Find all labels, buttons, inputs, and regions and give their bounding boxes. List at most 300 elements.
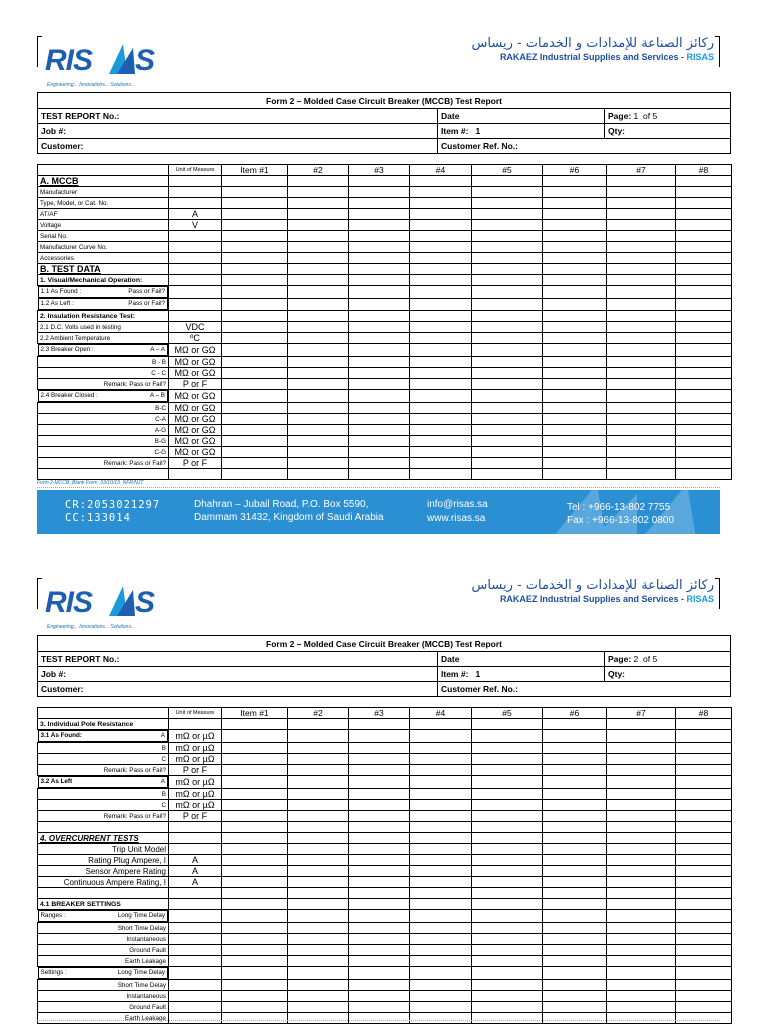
item-value-cell[interactable] (222, 220, 288, 231)
item-value-cell[interactable] (472, 425, 543, 436)
item-value-cell[interactable] (472, 855, 543, 866)
item-value-cell[interactable] (676, 220, 732, 231)
item-value-cell[interactable] (349, 910, 410, 923)
item-value-cell[interactable] (543, 357, 607, 368)
item-value-cell[interactable] (543, 1002, 607, 1013)
item-value-cell[interactable] (472, 899, 543, 910)
item-value-cell[interactable] (607, 311, 676, 322)
item-value-cell[interactable] (410, 719, 472, 730)
item-value-cell[interactable] (349, 209, 410, 220)
item-value-cell[interactable] (543, 719, 607, 730)
item-value-cell[interactable] (222, 1013, 288, 1024)
item-value-cell[interactable] (222, 458, 288, 469)
job-field[interactable]: Job #: (38, 124, 438, 139)
item-value-cell[interactable] (222, 866, 288, 877)
item-value-cell[interactable] (288, 390, 349, 403)
item-value-cell[interactable] (472, 800, 543, 811)
item-value-cell[interactable] (222, 967, 288, 980)
item-value-cell[interactable] (410, 899, 472, 910)
item-value-cell[interactable] (472, 286, 543, 299)
item-value-cell[interactable] (349, 220, 410, 231)
item-value-cell[interactable] (607, 866, 676, 877)
date-field[interactable]: Date (438, 652, 605, 667)
item-value-cell[interactable] (607, 425, 676, 436)
item-value-cell[interactable] (349, 298, 410, 311)
item-value-cell[interactable] (288, 198, 349, 209)
item-value-cell[interactable] (288, 469, 349, 480)
item-value-cell[interactable] (288, 844, 349, 855)
item-value-cell[interactable] (288, 231, 349, 242)
item-value-cell[interactable] (288, 877, 349, 888)
item-value-cell[interactable] (607, 286, 676, 299)
item-value-cell[interactable] (288, 945, 349, 956)
item-value-cell[interactable] (288, 866, 349, 877)
item-value-cell[interactable] (222, 923, 288, 934)
date-field[interactable]: Date (438, 109, 605, 124)
item-value-cell[interactable] (410, 368, 472, 379)
item-value-cell[interactable] (410, 458, 472, 469)
item-value-cell[interactable] (472, 390, 543, 403)
item-value-cell[interactable] (472, 956, 543, 967)
item-value-cell[interactable] (222, 855, 288, 866)
item-value-cell[interactable] (222, 286, 288, 299)
item-value-cell[interactable] (607, 967, 676, 980)
item-value-cell[interactable] (607, 176, 676, 187)
item-value-cell[interactable] (410, 447, 472, 458)
item-value-cell[interactable] (676, 458, 732, 469)
item-value-cell[interactable] (607, 253, 676, 264)
item-value-cell[interactable] (543, 899, 607, 910)
item-value-cell[interactable] (288, 811, 349, 822)
item-value-cell[interactable] (288, 436, 349, 447)
item-value-cell[interactable] (222, 264, 288, 275)
item-value-cell[interactable] (472, 789, 543, 800)
item-value-cell[interactable] (288, 719, 349, 730)
item-value-cell[interactable] (676, 934, 732, 945)
item-value-cell[interactable] (472, 187, 543, 198)
item-value-cell[interactable] (222, 198, 288, 209)
item-value-cell[interactable] (543, 333, 607, 344)
item-value-cell[interactable] (607, 368, 676, 379)
item-value-cell[interactable] (349, 425, 410, 436)
item-value-cell[interactable] (288, 264, 349, 275)
item-value-cell[interactable] (222, 357, 288, 368)
item-value-cell[interactable] (543, 379, 607, 390)
item-value-cell[interactable] (222, 899, 288, 910)
item-value-cell[interactable] (288, 379, 349, 390)
item-value-cell[interactable] (472, 253, 543, 264)
item-value-cell[interactable] (349, 866, 410, 877)
item-value-cell[interactable] (607, 811, 676, 822)
item-value-cell[interactable] (410, 923, 472, 934)
item-value-cell[interactable] (410, 1013, 472, 1024)
item-value-cell[interactable] (472, 945, 543, 956)
item-value-cell[interactable] (472, 1002, 543, 1013)
item-value-cell[interactable] (222, 322, 288, 333)
item-value-cell[interactable] (543, 800, 607, 811)
item-value-cell[interactable] (607, 357, 676, 368)
item-field[interactable]: Item #: 1 (438, 124, 605, 139)
item-value-cell[interactable] (222, 945, 288, 956)
item-value-cell[interactable] (349, 458, 410, 469)
item-value-cell[interactable] (410, 822, 472, 833)
item-value-cell[interactable] (607, 754, 676, 765)
item-value-cell[interactable] (472, 198, 543, 209)
item-value-cell[interactable] (410, 390, 472, 403)
item-value-cell[interactable] (472, 176, 543, 187)
item-value-cell[interactable] (543, 187, 607, 198)
item-value-cell[interactable] (607, 447, 676, 458)
item-value-cell[interactable] (472, 447, 543, 458)
item-value-cell[interactable] (676, 344, 732, 357)
item-value-cell[interactable] (676, 991, 732, 1002)
item-value-cell[interactable] (349, 1013, 410, 1024)
item-value-cell[interactable] (410, 209, 472, 220)
item-value-cell[interactable] (607, 776, 676, 789)
item-value-cell[interactable] (410, 436, 472, 447)
item-value-cell[interactable] (349, 379, 410, 390)
item-value-cell[interactable] (472, 866, 543, 877)
item-value-cell[interactable] (288, 357, 349, 368)
item-value-cell[interactable] (676, 844, 732, 855)
item-value-cell[interactable] (410, 980, 472, 991)
item-value-cell[interactable] (222, 910, 288, 923)
item-value-cell[interactable] (349, 368, 410, 379)
item-value-cell[interactable] (543, 220, 607, 231)
item-value-cell[interactable] (472, 991, 543, 1002)
item-value-cell[interactable] (288, 1002, 349, 1013)
item-value-cell[interactable] (676, 275, 732, 286)
item-value-cell[interactable] (410, 403, 472, 414)
item-value-cell[interactable] (676, 822, 732, 833)
item-value-cell[interactable] (607, 333, 676, 344)
item-value-cell[interactable] (676, 322, 732, 333)
item-value-cell[interactable] (676, 469, 732, 480)
item-value-cell[interactable] (288, 833, 349, 844)
item-value-cell[interactable] (349, 436, 410, 447)
item-value-cell[interactable] (676, 298, 732, 311)
item-value-cell[interactable] (472, 934, 543, 945)
item-value-cell[interactable] (543, 789, 607, 800)
item-value-cell[interactable] (607, 414, 676, 425)
item-value-cell[interactable] (607, 242, 676, 253)
item-value-cell[interactable] (543, 176, 607, 187)
item-value-cell[interactable] (543, 844, 607, 855)
item-value-cell[interactable] (222, 414, 288, 425)
item-value-cell[interactable] (543, 855, 607, 866)
item-value-cell[interactable] (222, 298, 288, 311)
item-value-cell[interactable] (222, 242, 288, 253)
item-value-cell[interactable] (472, 209, 543, 220)
item-value-cell[interactable] (349, 991, 410, 1002)
item-value-cell[interactable] (676, 253, 732, 264)
item-value-cell[interactable] (410, 833, 472, 844)
item-value-cell[interactable] (676, 264, 732, 275)
item-value-cell[interactable] (349, 934, 410, 945)
item-value-cell[interactable] (288, 888, 349, 899)
item-value-cell[interactable] (349, 743, 410, 754)
item-value-cell[interactable] (607, 956, 676, 967)
item-value-cell[interactable] (288, 956, 349, 967)
item-value-cell[interactable] (349, 877, 410, 888)
item-value-cell[interactable] (349, 776, 410, 789)
item-value-cell[interactable] (349, 187, 410, 198)
item-value-cell[interactable] (288, 899, 349, 910)
item-value-cell[interactable] (543, 231, 607, 242)
item-value-cell[interactable] (222, 1002, 288, 1013)
item-value-cell[interactable] (543, 822, 607, 833)
item-value-cell[interactable] (349, 286, 410, 299)
item-value-cell[interactable] (472, 220, 543, 231)
item-value-cell[interactable] (543, 877, 607, 888)
item-value-cell[interactable] (543, 991, 607, 1002)
item-value-cell[interactable] (472, 322, 543, 333)
test-report-no-field[interactable]: TEST REPORT No.: (38, 652, 438, 667)
item-value-cell[interactable] (472, 811, 543, 822)
item-value-cell[interactable] (676, 789, 732, 800)
item-value-cell[interactable] (222, 253, 288, 264)
item-value-cell[interactable] (222, 469, 288, 480)
item-value-cell[interactable] (676, 765, 732, 776)
item-value-cell[interactable] (288, 322, 349, 333)
item-value-cell[interactable] (676, 209, 732, 220)
item-value-cell[interactable] (607, 923, 676, 934)
item-value-cell[interactable] (288, 822, 349, 833)
item-value-cell[interactable] (676, 923, 732, 934)
item-value-cell[interactable] (410, 311, 472, 322)
item-value-cell[interactable] (472, 822, 543, 833)
item-value-cell[interactable] (349, 390, 410, 403)
item-value-cell[interactable] (472, 379, 543, 390)
item-value-cell[interactable] (222, 754, 288, 765)
customer-ref-field[interactable]: Customer Ref. No.: (438, 682, 731, 697)
item-value-cell[interactable] (410, 231, 472, 242)
item-value-cell[interactable] (472, 311, 543, 322)
item-value-cell[interactable] (676, 242, 732, 253)
item-value-cell[interactable] (288, 344, 349, 357)
item-value-cell[interactable] (472, 403, 543, 414)
item-value-cell[interactable] (607, 458, 676, 469)
item-value-cell[interactable] (222, 311, 288, 322)
item-value-cell[interactable] (472, 877, 543, 888)
item-value-cell[interactable] (222, 379, 288, 390)
item-value-cell[interactable] (349, 833, 410, 844)
item-value-cell[interactable] (543, 198, 607, 209)
item-value-cell[interactable] (349, 403, 410, 414)
item-value-cell[interactable] (472, 333, 543, 344)
item-value-cell[interactable] (543, 765, 607, 776)
item-value-cell[interactable] (410, 866, 472, 877)
item-value-cell[interactable] (349, 176, 410, 187)
item-value-cell[interactable] (676, 403, 732, 414)
item-value-cell[interactable] (349, 855, 410, 866)
item-value-cell[interactable] (543, 264, 607, 275)
item-value-cell[interactable] (676, 414, 732, 425)
item-value-cell[interactable] (607, 275, 676, 286)
item-value-cell[interactable] (349, 765, 410, 776)
item-value-cell[interactable] (349, 967, 410, 980)
item-value-cell[interactable] (410, 765, 472, 776)
item-value-cell[interactable] (222, 800, 288, 811)
item-value-cell[interactable] (349, 357, 410, 368)
item-value-cell[interactable] (288, 220, 349, 231)
item-value-cell[interactable] (607, 403, 676, 414)
item-value-cell[interactable] (676, 176, 732, 187)
item-value-cell[interactable] (543, 275, 607, 286)
item-value-cell[interactable] (676, 910, 732, 923)
item-value-cell[interactable] (676, 800, 732, 811)
item-value-cell[interactable] (288, 754, 349, 765)
item-value-cell[interactable] (410, 776, 472, 789)
item-value-cell[interactable] (607, 833, 676, 844)
item-value-cell[interactable] (543, 414, 607, 425)
item-value-cell[interactable] (543, 956, 607, 967)
item-value-cell[interactable] (410, 198, 472, 209)
item-value-cell[interactable] (410, 379, 472, 390)
item-value-cell[interactable] (607, 844, 676, 855)
item-value-cell[interactable] (472, 368, 543, 379)
item-value-cell[interactable] (349, 414, 410, 425)
item-value-cell[interactable] (676, 877, 732, 888)
item-value-cell[interactable] (349, 311, 410, 322)
item-value-cell[interactable] (288, 414, 349, 425)
item-value-cell[interactable] (349, 956, 410, 967)
item-value-cell[interactable] (607, 379, 676, 390)
item-value-cell[interactable] (288, 967, 349, 980)
item-value-cell[interactable] (676, 776, 732, 789)
item-value-cell[interactable] (410, 322, 472, 333)
item-value-cell[interactable] (543, 368, 607, 379)
item-value-cell[interactable] (349, 253, 410, 264)
item-value-cell[interactable] (607, 1002, 676, 1013)
item-value-cell[interactable] (410, 264, 472, 275)
item-value-cell[interactable] (607, 934, 676, 945)
item-value-cell[interactable] (222, 888, 288, 899)
item-value-cell[interactable] (543, 298, 607, 311)
item-value-cell[interactable] (676, 357, 732, 368)
item-value-cell[interactable] (607, 264, 676, 275)
item-value-cell[interactable] (607, 209, 676, 220)
item-value-cell[interactable] (472, 833, 543, 844)
item-value-cell[interactable] (543, 1013, 607, 1024)
item-value-cell[interactable] (349, 198, 410, 209)
item-value-cell[interactable] (607, 469, 676, 480)
item-value-cell[interactable] (543, 458, 607, 469)
item-value-cell[interactable] (410, 888, 472, 899)
item-value-cell[interactable] (607, 298, 676, 311)
item-value-cell[interactable] (472, 844, 543, 855)
item-value-cell[interactable] (410, 743, 472, 754)
item-value-cell[interactable] (607, 198, 676, 209)
item-value-cell[interactable] (410, 877, 472, 888)
item-value-cell[interactable] (543, 311, 607, 322)
item-value-cell[interactable] (607, 910, 676, 923)
item-value-cell[interactable] (607, 765, 676, 776)
item-value-cell[interactable] (543, 910, 607, 923)
item-value-cell[interactable] (222, 403, 288, 414)
item-value-cell[interactable] (676, 833, 732, 844)
item-value-cell[interactable] (676, 390, 732, 403)
item-value-cell[interactable] (607, 855, 676, 866)
item-value-cell[interactable] (288, 447, 349, 458)
item-value-cell[interactable] (607, 322, 676, 333)
item-value-cell[interactable] (288, 789, 349, 800)
item-value-cell[interactable] (222, 368, 288, 379)
item-value-cell[interactable] (222, 231, 288, 242)
item-value-cell[interactable] (543, 253, 607, 264)
item-value-cell[interactable] (349, 822, 410, 833)
item-value-cell[interactable] (349, 1002, 410, 1013)
item-value-cell[interactable] (543, 286, 607, 299)
item-value-cell[interactable] (676, 1002, 732, 1013)
item-value-cell[interactable] (410, 811, 472, 822)
item-value-cell[interactable] (607, 344, 676, 357)
item-value-cell[interactable] (222, 811, 288, 822)
item-value-cell[interactable] (222, 719, 288, 730)
item-value-cell[interactable] (472, 436, 543, 447)
item-value-cell[interactable] (410, 333, 472, 344)
item-value-cell[interactable] (349, 242, 410, 253)
item-value-cell[interactable] (472, 910, 543, 923)
item-value-cell[interactable] (607, 719, 676, 730)
item-value-cell[interactable] (543, 923, 607, 934)
item-value-cell[interactable] (288, 923, 349, 934)
item-value-cell[interactable] (349, 888, 410, 899)
item-value-cell[interactable] (607, 991, 676, 1002)
item-value-cell[interactable] (543, 888, 607, 899)
item-value-cell[interactable] (288, 368, 349, 379)
item-value-cell[interactable] (607, 822, 676, 833)
item-value-cell[interactable] (349, 923, 410, 934)
item-value-cell[interactable] (607, 231, 676, 242)
item-value-cell[interactable] (543, 866, 607, 877)
item-value-cell[interactable] (349, 811, 410, 822)
item-value-cell[interactable] (288, 730, 349, 743)
test-report-no-field[interactable]: TEST REPORT No.: (38, 109, 438, 124)
item-value-cell[interactable] (543, 980, 607, 991)
item-value-cell[interactable] (676, 311, 732, 322)
item-value-cell[interactable] (410, 800, 472, 811)
item-value-cell[interactable] (676, 719, 732, 730)
item-value-cell[interactable] (472, 754, 543, 765)
item-value-cell[interactable] (676, 811, 732, 822)
item-value-cell[interactable] (676, 956, 732, 967)
item-value-cell[interactable] (222, 789, 288, 800)
item-value-cell[interactable] (472, 458, 543, 469)
item-value-cell[interactable] (607, 1013, 676, 1024)
item-value-cell[interactable] (410, 967, 472, 980)
item-value-cell[interactable] (410, 298, 472, 311)
item-value-cell[interactable] (410, 242, 472, 253)
item-value-cell[interactable] (472, 298, 543, 311)
qty-field[interactable]: Qty: (605, 124, 731, 139)
item-value-cell[interactable] (410, 425, 472, 436)
item-value-cell[interactable] (472, 344, 543, 357)
item-value-cell[interactable] (676, 286, 732, 299)
item-value-cell[interactable] (676, 866, 732, 877)
item-value-cell[interactable] (410, 910, 472, 923)
item-value-cell[interactable] (222, 390, 288, 403)
item-value-cell[interactable] (543, 776, 607, 789)
item-value-cell[interactable] (222, 447, 288, 458)
item-value-cell[interactable] (349, 800, 410, 811)
website-link[interactable]: www.risas.sa (427, 513, 486, 524)
item-value-cell[interactable] (543, 833, 607, 844)
item-value-cell[interactable] (222, 833, 288, 844)
item-value-cell[interactable] (676, 743, 732, 754)
item-value-cell[interactable] (607, 980, 676, 991)
item-value-cell[interactable] (349, 469, 410, 480)
